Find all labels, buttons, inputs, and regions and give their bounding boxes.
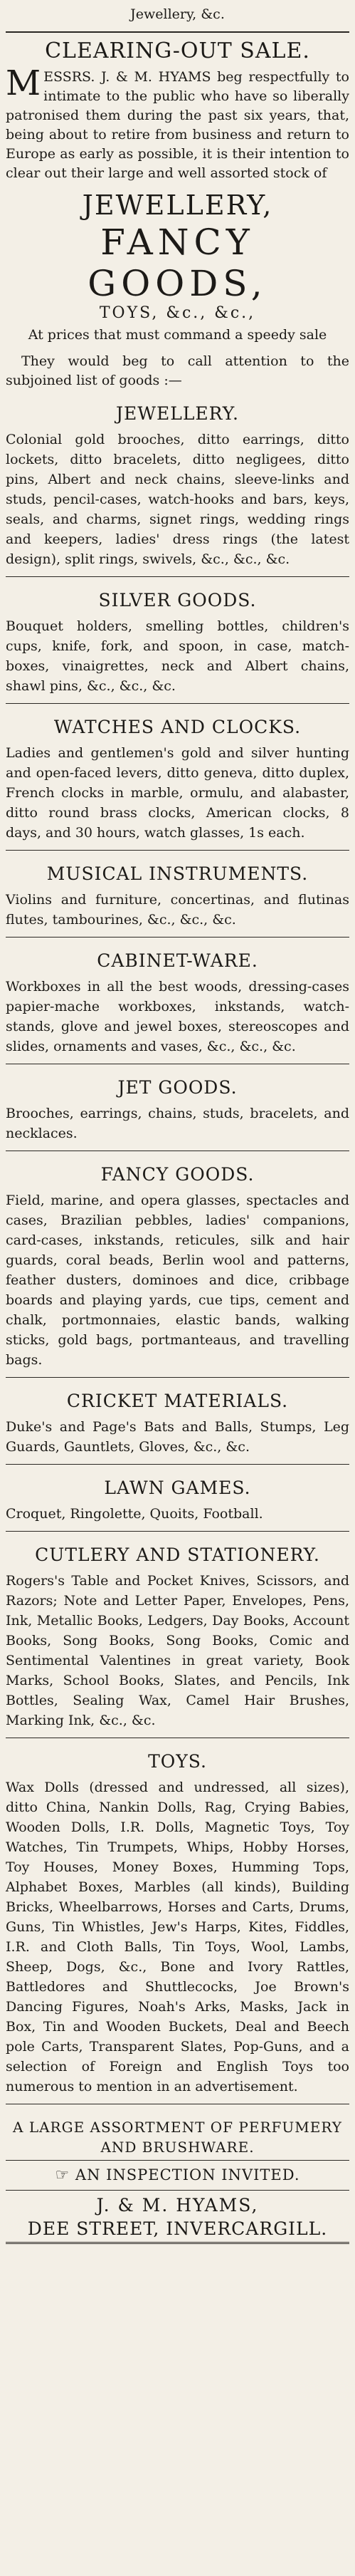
pointing-hand-icon: ☞	[55, 2166, 70, 2184]
section-silver-goods	[6, 590, 349, 696]
section-body: Brooches, earrings, chains, studs, bracelets, and necklaces.	[6, 1106, 349, 1141]
section-heading: CABINET-WARE.	[97, 950, 258, 971]
top-rule	[6, 31, 349, 33]
section-jet-goods	[6, 1077, 349, 1143]
section-heading: FANCY GOODS.	[100, 1164, 255, 1185]
brushware-line: AND BRUSHWARE.	[100, 2139, 255, 2156]
section-body: Workboxes in all the best woods, dressing-cases papier-mache workboxes, inkstands, watch-stands, glove and jewel boxes, stereoscopes and slides, ornaments and vases, &c., &c., &c.	[6, 979, 349, 1054]
signature-names: J. & M. HYAMS,	[96, 2195, 259, 2216]
section-lawn-games	[6, 1477, 349, 1524]
section-heading: SILVER GOODS.	[98, 590, 257, 611]
section-divider	[6, 1464, 349, 1465]
section-divider	[6, 703, 349, 704]
headline-toys: TOYS, &c., &c.,	[99, 304, 256, 322]
advertisement-page	[6, 0, 349, 2247]
section-body: Field, marine, and opera glasses, spectacles and cases, Brazilian pebbles, ladies' companions, card-cases, inkstands, reticules, silk and hair guards, coral beads, Berlin wool and patterns, feather dusters, dominoes and dice, cribbage boards and playing yards, cue tips, cement and chalk, portmonnaies, elastic bands, walking sticks, gold bags, portmanteaus, and travelling bags.	[6, 1193, 349, 1368]
section-divider	[6, 576, 349, 577]
closing-divider	[6, 2190, 349, 2191]
signature-address: DEE STREET, INVERCARGILL.	[27, 2218, 328, 2239]
section-cutlery-stationery	[6, 1544, 349, 1730]
section-body: Croquet, Ringolette, Quoits, Football.	[6, 1506, 263, 1522]
section-cricket-materials	[6, 1391, 349, 1457]
section-toys	[6, 1751, 349, 2097]
price-note: At prices that must command a speedy sale	[28, 327, 327, 343]
section-heading: MUSICAL INSTRUMENTS.	[46, 863, 309, 884]
section-body: Ladies and gentlemen's gold and silver hunting and open-faced levers, ditto geneva, ditto duplex, French clocks in marble, ormulu, and alabaster, ditto round brass clocks, American clocks, 8 days, and 30 hours, watch glasses, 1s each.	[6, 745, 349, 841]
closing-divider	[6, 2160, 349, 2161]
section-heading: CRICKET MATERIALS.	[66, 1391, 289, 1411]
section-heading: WATCHES AND CLOCKS.	[53, 717, 302, 737]
section-fancy-goods	[6, 1164, 349, 1370]
section-divider	[6, 1377, 349, 1378]
perfumery-line: A LARGE ASSORTMENT OF PERFUMERY	[13, 2119, 342, 2136]
drop-cap: M	[6, 63, 41, 103]
section-divider	[6, 850, 349, 851]
ad-title: CLEARING-OUT SALE.	[45, 38, 310, 63]
attention-note: They would beg to call attention to the subjoined list of goods :—	[6, 353, 349, 388]
section-body: Bouquet holders, smelling bottles, children's cups, knife, fork, and spoon, in case, match-boxes, vinaigrettes, neck and Albert chains, shawl pins, &c., &c., &c.	[6, 618, 349, 694]
section-watches-clocks	[6, 717, 349, 843]
section-heading: JET GOODS.	[117, 1077, 238, 1098]
section-musical-instruments	[6, 863, 349, 930]
section-body: Colonial gold brooches, ditto earrings, ditto lockets, ditto bracelets, ditto negligees, ditto pins, Albert and neck chains, sleeve-links and studs, pencil-cases, watch-hooks and bars, keys, seals, and charms, signet rings, wedding rings and keepers, ladies' dress rings (the latest design), split rings, swivels, &c., &c., &c.	[6, 432, 349, 567]
section-cabinet-ware	[6, 950, 349, 1056]
section-divider	[6, 937, 349, 938]
section-body: Duke's and Page's Bats and Balls, Stumps, Leg Guards, Gauntlets, Gloves, &c., &c.	[6, 1419, 349, 1455]
section-body: Violins and furniture, concertinas, and flutinas flutes, tambourines, &c., &c., &c.	[6, 892, 349, 928]
section-heading: JEWELLERY.	[116, 403, 239, 424]
headline-jewellery: JEWELLERY,	[82, 189, 273, 221]
section-body: Wax Dolls (dressed and undressed, all sizes), ditto China, Nankin Dolls, Rag, Crying Babies, Wooden Dolls, I.R. Dolls, Magnetic Toys, Toy Watches, Tin Trumpets, Whips, Hobby Horses, Toy Houses, Money Boxes, Humming Tops, Alphabet Boxes, Marbles (all kinds), Building Bricks, Wheelbarrows, Horses and Carts, Drums, Guns, Tin Whistles, Jew's Harps, Kites, Fiddles, I.R. and Cloth Balls, Tin Toys, Wool, Lambs, Sheep, Dogs, &c., Bone and Ivory Rattles, Battledores and Shuttlecocks, Joe Brown's Dancing Figures, Noah's Arks, Masks, Jack in Box, Tin and Wooden Buckets, Deal and Beech pole Carts, Transparent Slates, Pop-Guns, and a selection of Foreign and English Toys too numerous to mention in an advertisement.	[6, 1780, 349, 2094]
section-jewellery	[6, 403, 349, 569]
intro-text: ESSRS. J. & M. HYAMS beg respectfully to intimate to the public who have so liberally patronised them during the past six years, that, being about to retire from business and return to Europe as early as possible, it is their intention to clear out their large and well assorted stock of	[6, 69, 349, 181]
inspection-invite	[6, 2166, 349, 2184]
perfumery-notice	[6, 2117, 349, 2157]
bottom-rule	[6, 2242, 349, 2244]
section-heading: TOYS.	[148, 1751, 207, 1772]
headline-fancy-goods: FANCY GOODS,	[88, 222, 267, 304]
section-tag: Jewellery, &c.	[130, 6, 225, 22]
section-body: Rogers's Table and Pocket Knives, Scissors, and Razors; Note and Letter Paper, Envelopes, Pens, Ink, Metallic Books, Ledgers, Day Books, Account Books, Song Books, Song Books, Comic and Sentimental Valentines in great variety, Book Marks, School Books, Slates, and Pencils, Ink Bottles, Sealing Wax, Camel Hair Brushes, Marking Ink, &c., &c.	[6, 1573, 349, 1728]
section-heading: LAWN GAMES.	[104, 1477, 251, 1498]
invite-text: AN INSPECTION INVITED.	[75, 2166, 300, 2183]
intro-paragraph	[6, 63, 349, 183]
section-divider	[6, 1531, 349, 1532]
section-heading: CUTLERY AND STATIONERY.	[35, 1544, 320, 1565]
